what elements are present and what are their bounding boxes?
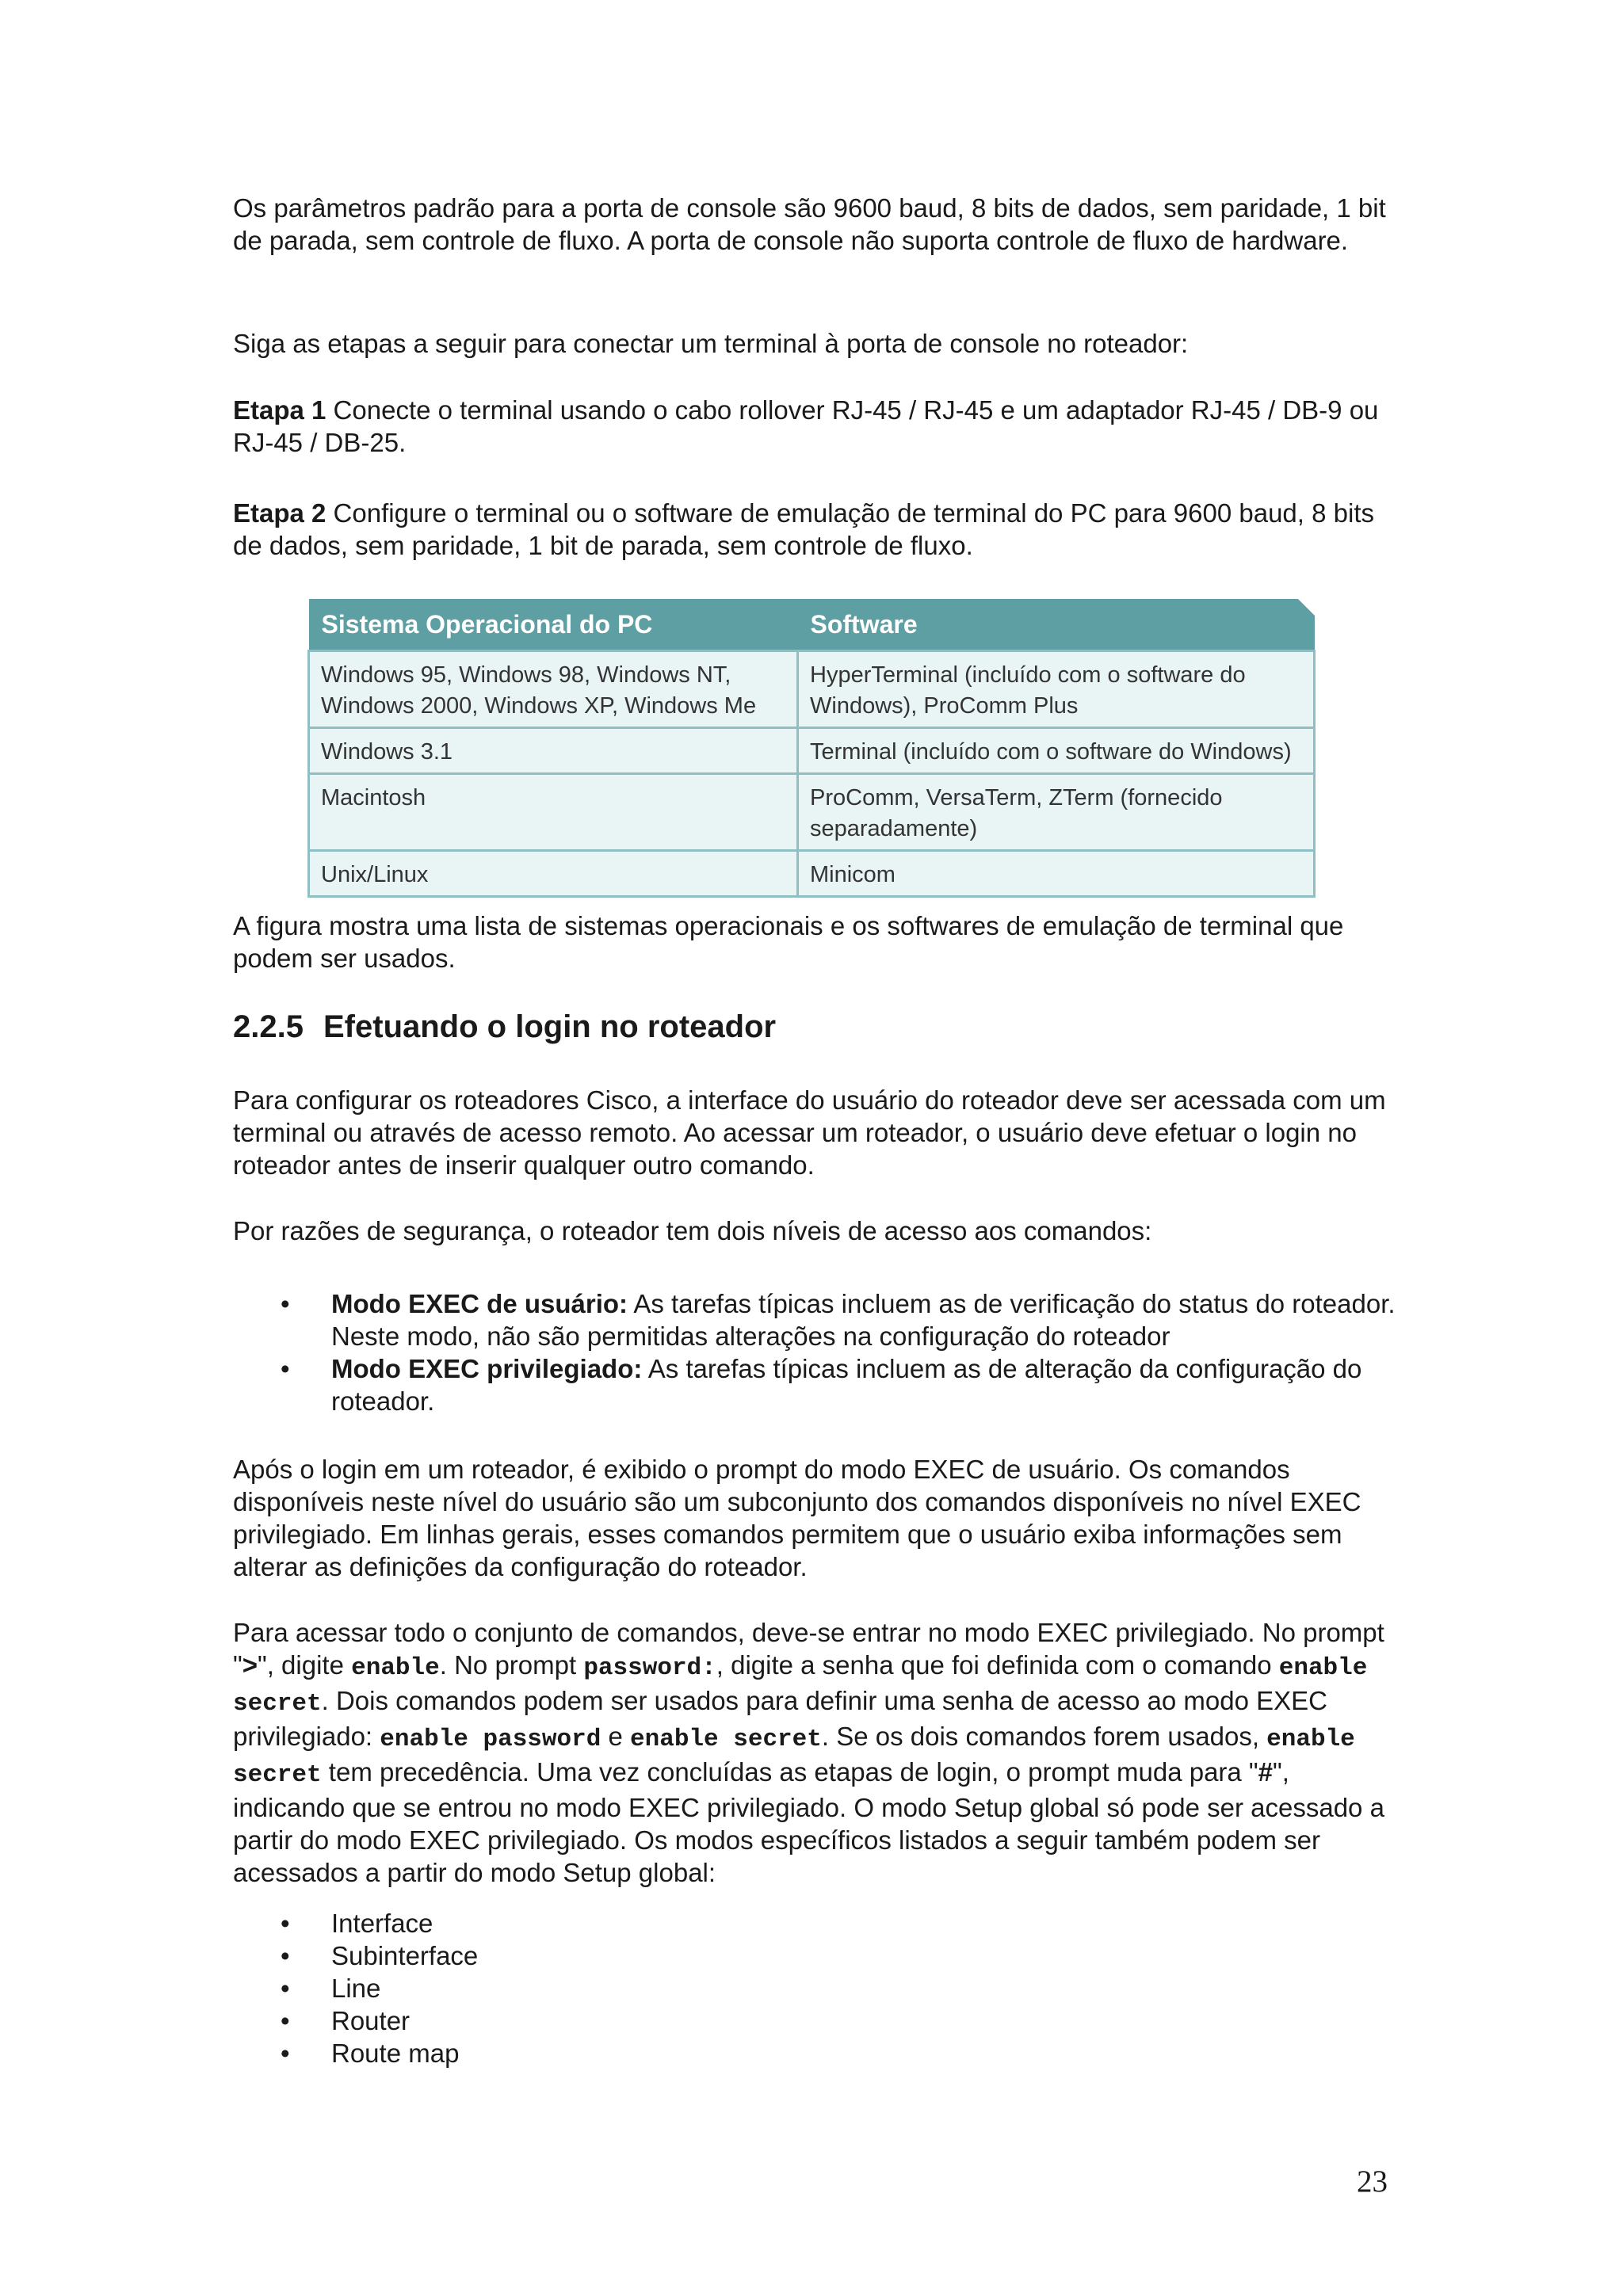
- text-run: ", digite: [258, 1650, 352, 1680]
- text-run: ", indicando que se entrou no modo EXEC privilegiado. O modo Setup global só pode ser acessado a partir do modo EXEC privilegiado. Os modos específicos listados a seguir também podem ser acessados a partir do modo Setup global:: [233, 1757, 1384, 1887]
- list-item: [233, 1907, 1398, 1939]
- mode-label: Modo EXEC de usuário:: [331, 1289, 628, 1318]
- figure-caption: A figura mostra uma lista de sistemas operacionais e os softwares de emulação de terminal que podem ser usados.: [233, 911, 1344, 973]
- text-run: . Se os dois comandos forem usados,: [821, 1722, 1267, 1751]
- paragraph-steps-intro: Siga as etapas a seguir para conectar um terminal à porta de console no roteador:: [233, 329, 1189, 358]
- paragraph-login-intro: Para configurar os roteadores Cisco, a interface do usuário do roteador deve ser acessada com um terminal ou através de acesso remoto. Ao acessar um roteador, o usuário deve efetuar o login no roteador antes de inserir qualquer outro comando.: [233, 1085, 1386, 1180]
- bullet: •: [281, 2006, 290, 2035]
- table-row: [309, 851, 1315, 897]
- table-row: [309, 774, 1315, 851]
- bullet: •: [281, 1354, 290, 1383]
- command-code: enable password: [380, 1726, 601, 1753]
- command-code: enable: [351, 1654, 440, 1682]
- mode-label: Modo EXEC privilegiado:: [331, 1354, 643, 1383]
- mode-text: As tarefas típicas incluem as de verificação do status do roteador. Neste modo, não são permitidas alterações na configuração do roteador: [331, 1289, 1396, 1351]
- os-software-table: [307, 599, 1316, 898]
- cell-os: Macintosh: [309, 774, 798, 851]
- command-code: enable secret: [233, 1654, 1368, 1718]
- cell-os: Windows 95, Windows 98, Windows NT, Windows 2000, Windows XP, Windows Me: [309, 651, 798, 728]
- table-row: [309, 651, 1315, 728]
- step-1-label: Etapa 1: [233, 395, 327, 425]
- paragraph-user-exec: Após o login em um roteador, é exibido o prompt do modo EXEC de usuário. Os comandos disponíveis neste nível do usuário são um subconjunto dos comandos disponíveis no nível EXEC privilegiado. Em linhas gerais, esses comandos permitem que o usuário exiba informações sem alterar as definições da configuração do roteador.: [233, 1455, 1361, 1581]
- list-item-label: Interface: [331, 1909, 433, 1938]
- cell-os: Windows 3.1: [309, 728, 798, 774]
- text-run: . No prompt: [439, 1650, 584, 1680]
- list-item-label: Subinterface: [331, 1941, 479, 1970]
- bullet: •: [281, 1909, 290, 1938]
- bullet: •: [281, 1974, 290, 2003]
- step-1-text: Conecte o terminal usando o cabo rollover RJ-45 / RJ-45 e um adaptador RJ-45 / DB-9 ou RJ-45 / DB-25.: [233, 395, 1379, 457]
- bullet: •: [281, 2039, 290, 2068]
- os-software-table-figure: [307, 599, 1316, 887]
- text-run: tem precedência. Uma vez concluídas as etapas de login, o prompt muda para ": [321, 1757, 1258, 1787]
- paragraph-console-defaults: Os parâmetros padrão para a porta de console são 9600 baud, 8 bits de dados, sem paridade, 1 bit de parada, sem controle de fluxo. A porta de console não suporta controle de fluxo de hardware.: [233, 193, 1386, 255]
- section-title: Efetuando o login no roteador: [323, 1009, 777, 1044]
- table-header-row: [309, 599, 1315, 651]
- table-corner-notch: [1298, 599, 1316, 616]
- header-software: Software: [798, 599, 1315, 651]
- section-heading: [233, 1008, 776, 1046]
- command-code: password:: [583, 1654, 716, 1682]
- paragraph-access-levels: Por razões de segurança, o roteador tem dois níveis de acesso aos comandos:: [233, 1216, 1152, 1245]
- cell-os: Unix/Linux: [309, 851, 798, 897]
- cell-software: Terminal (incluído com o software do Windows): [798, 728, 1315, 774]
- list-item: [233, 2004, 1398, 2037]
- list-item-label: Route map: [331, 2039, 460, 2068]
- command-code: enable secret: [233, 1726, 1355, 1789]
- mode-text: As tarefas típicas incluem as de alteração da configuração do roteador.: [331, 1354, 1362, 1416]
- text-run: , digite a senha que foi definida com o comando: [716, 1650, 1279, 1680]
- section-number: 2.2.5: [233, 1009, 304, 1044]
- prompt-symbol: #: [1258, 1757, 1274, 1787]
- global-setup-modes-list: [233, 1907, 1398, 2069]
- table-row: [309, 728, 1315, 774]
- list-item: [233, 1972, 1398, 2004]
- list-item: [233, 1287, 1398, 1352]
- list-item-label: Router: [331, 2006, 411, 2035]
- paragraph-step-2: [233, 497, 1398, 562]
- list-item: [233, 1939, 1398, 1972]
- page-number: 23: [1357, 2164, 1388, 2199]
- list-item: [233, 1352, 1398, 1417]
- cell-software: ProComm, VersaTerm, ZTerm (fornecido separadamente): [798, 774, 1315, 851]
- paragraph-privileged-exec: [233, 1616, 1398, 1889]
- cell-software: HyperTerminal (incluído com o software do Windows), ProComm Plus: [798, 651, 1315, 728]
- list-item-label: Line: [331, 1974, 381, 2003]
- list-item: [233, 2037, 1398, 2069]
- bullet: •: [281, 1289, 290, 1318]
- paragraph-step-1: [233, 394, 1398, 459]
- cell-software: Minicom: [798, 851, 1315, 897]
- text-run: . Dois comandos podem ser usados para definir uma senha de acesso ao modo EXEC privilegiado:: [233, 1686, 1327, 1751]
- bullet: •: [281, 1941, 290, 1970]
- prompt-symbol: >: [242, 1650, 258, 1680]
- step-2-label: Etapa 2: [233, 498, 327, 528]
- command-code: enable secret: [630, 1726, 822, 1753]
- step-2-text: Configure o terminal ou o software de emulação de terminal do PC para 9600 baud, 8 bits de dados, sem paridade, 1 bit de parada, sem controle de fluxo.: [233, 498, 1375, 560]
- text-run: Para acessar todo o conjunto de comandos, deve-se entrar no modo EXEC privilegiado. No prompt ": [233, 1618, 1384, 1680]
- text-run: e: [601, 1722, 631, 1751]
- access-modes-list: [233, 1287, 1398, 1417]
- header-os: Sistema Operacional do PC: [309, 599, 798, 651]
